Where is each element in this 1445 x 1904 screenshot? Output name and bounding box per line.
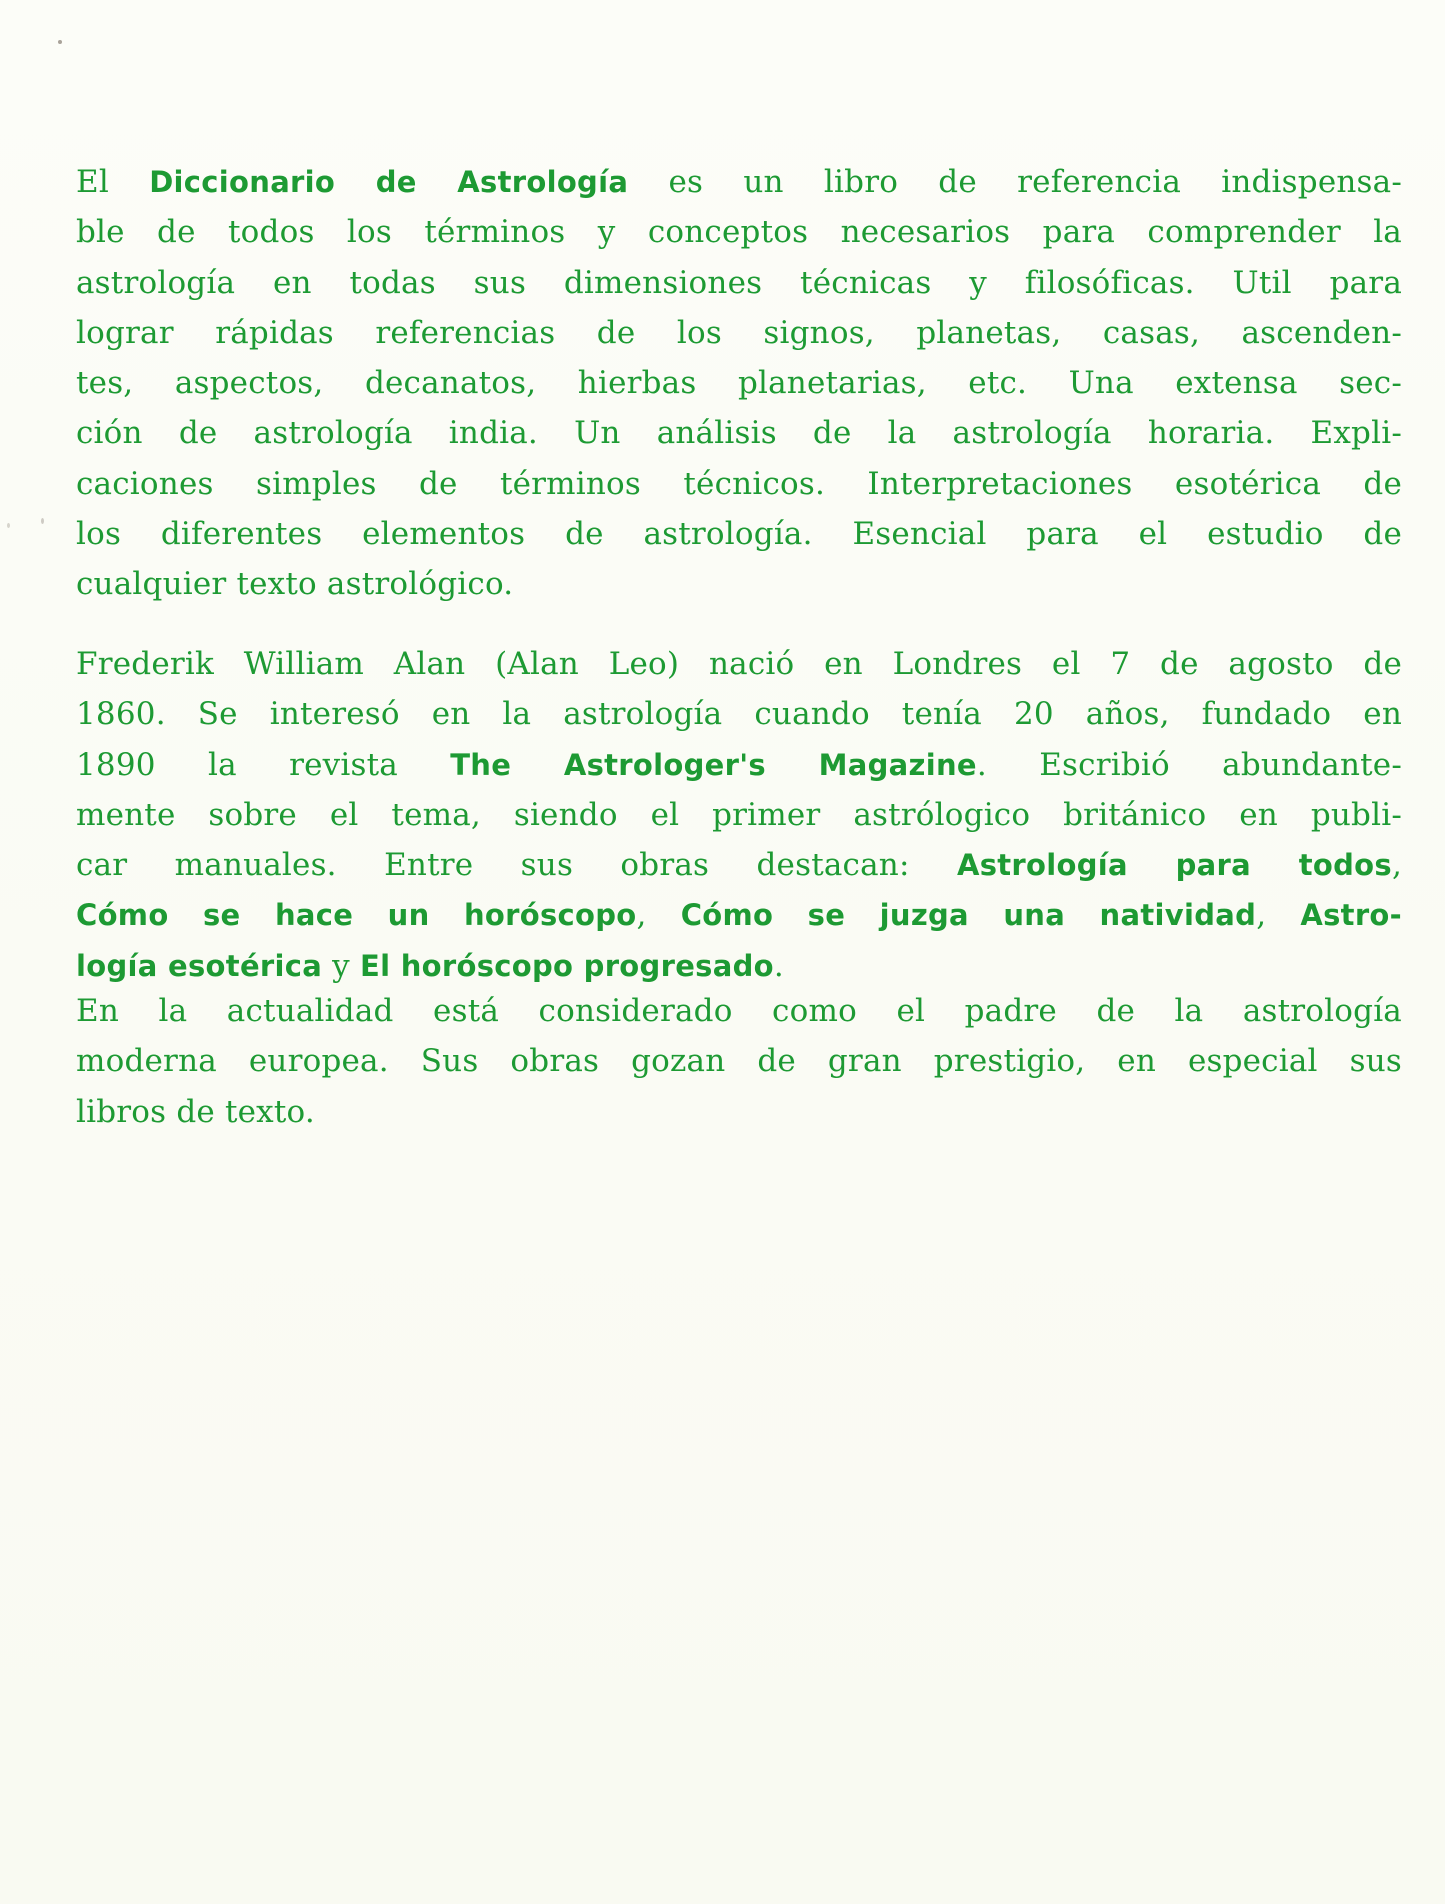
text-line: [76, 986, 1402, 1036]
text-run: mente sobre el tema, siendo el primer astrólogico británico en publi-: [76, 796, 1402, 833]
text-run: los diferentes elementos de astrología. Esencial para el estudio de: [76, 516, 1402, 553]
text-run: ,: [636, 897, 681, 934]
text-line: [76, 258, 1402, 308]
bold-title-run: Astrología para todos: [956, 848, 1392, 883]
text-line: [76, 559, 1402, 609]
text-run: libros de texto.: [76, 1093, 315, 1130]
text-line: [76, 459, 1402, 509]
text-run: ción de astrología india. Un análisis de la astrología horaria. Expli-: [76, 415, 1402, 452]
paper-speck: [41, 518, 44, 524]
text-line: [76, 639, 1402, 689]
bold-title-run: logía esotérica: [76, 948, 323, 983]
text-run: . Escribió abundante-: [976, 746, 1402, 783]
bold-title-run: Cómo se hace un horóscopo: [76, 898, 637, 933]
text-run: astrología en todas sus dimensiones técnicas y filosóficas. Util para: [76, 264, 1402, 301]
text-run: tes, aspectos, decanatos, hierbas planetarias, etc. Una extensa sec-: [76, 365, 1402, 402]
book-description-paragraph: [76, 157, 1402, 610]
text-run: car manuales. Entre sus obras destacan:: [76, 847, 957, 884]
text-line: [76, 509, 1402, 559]
text-run: ,: [1391, 847, 1402, 884]
author-biography-paragraph: [76, 639, 1402, 991]
bold-title-run: Cómo se juzga una natividad: [680, 898, 1257, 933]
text-run: y: [322, 947, 360, 984]
text-run: ,: [1256, 897, 1301, 934]
paper-speck: [7, 523, 10, 528]
text-line: [76, 790, 1402, 840]
text-run: El: [76, 164, 150, 200]
text-run: lograr rápidas referencias de los signos, planetas, casas, ascenden-: [76, 314, 1402, 351]
text-line: [76, 358, 1402, 408]
bold-title-run: El horóscopo progresado: [359, 948, 774, 983]
text-line: [76, 890, 1402, 940]
bold-title-run: Astro-: [1300, 898, 1402, 933]
text-run: 1890 la revista: [76, 746, 451, 783]
text-line: [76, 740, 1402, 790]
text-run: caciones simples de términos técnicos. Interpretaciones esotérica de: [76, 465, 1402, 502]
text-run: ble de todos los términos y conceptos necesarios para comprender la: [76, 214, 1402, 251]
author-legacy-paragraph: [76, 986, 1402, 1137]
text-run: es un libro de referencia indispensa-: [628, 164, 1403, 200]
text-run: 1860. Se interesó en la astrología cuando tenía 20 años, fundado en: [76, 696, 1402, 733]
bold-title-run: The Astrologer's Magazine: [450, 747, 977, 782]
text-line: [76, 941, 1402, 991]
bold-title-run: Diccionario de Astrología: [149, 165, 629, 199]
paper-speck: [58, 40, 62, 44]
text-line: [76, 408, 1402, 458]
text-line: [76, 840, 1402, 890]
text-line: [76, 1036, 1402, 1086]
text-line: [76, 157, 1402, 207]
text-run: moderna europea. Sus obras gozan de gran prestigio, en especial sus: [76, 1043, 1402, 1080]
text-run: .: [773, 947, 784, 984]
text-run: Frederik William Alan (Alan Leo) nació en Londres el 7 de agosto de: [76, 646, 1402, 682]
text-line: [76, 207, 1402, 257]
text-run: cualquier texto astrológico.: [76, 566, 514, 603]
text-line: [76, 689, 1402, 739]
text-line: [76, 1087, 1402, 1137]
text-run: En la actualidad está considerado como el padre de la astrología: [76, 993, 1402, 1029]
text-line: [76, 308, 1402, 358]
